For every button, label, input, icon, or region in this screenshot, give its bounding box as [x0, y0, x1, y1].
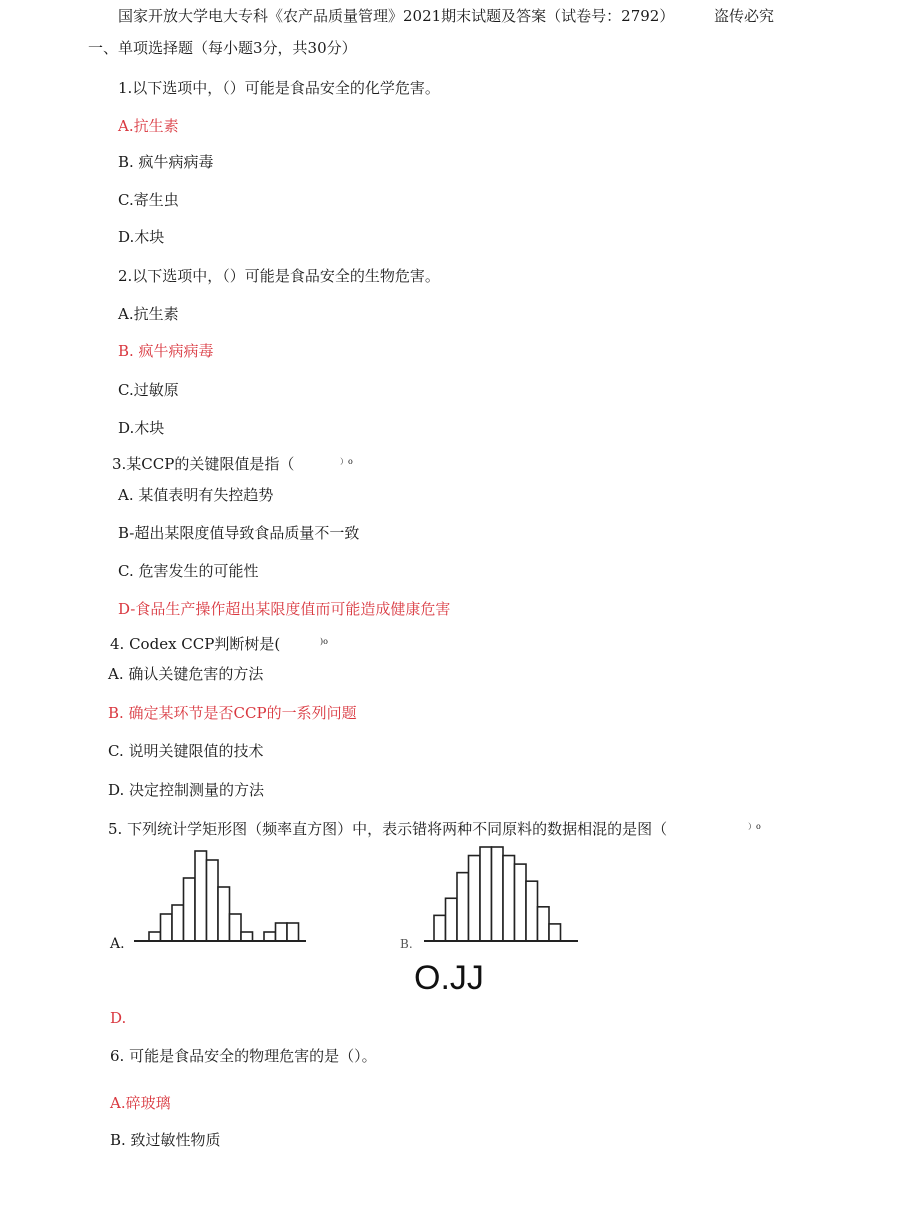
- hist-b-bar-4: [469, 856, 481, 941]
- hist-a-bar-5: [195, 851, 207, 941]
- section-title: 一、单项选择题（每小题3分，共30分）: [88, 39, 357, 57]
- hist-b-bar-10: [538, 907, 550, 941]
- hist-a-bar-2: [161, 914, 173, 941]
- hist-a-bar-13: [287, 923, 299, 941]
- hist-a-bar-8: [230, 914, 242, 941]
- hist-a-bar-7: [218, 887, 230, 941]
- question-3-option-d: D-食品生产操作超出某限度值而可能造成健康危害: [118, 600, 451, 618]
- question-4-option-b: B. 确定某环节是否CCP的一系列问题: [108, 704, 357, 722]
- question-4-mark: )o: [320, 637, 328, 646]
- question-1-option-b: B. 疯牛病病毒: [118, 153, 214, 171]
- hist-b-bar-9: [526, 881, 538, 941]
- hist-a-bar-1: [149, 932, 161, 941]
- question-6-stem: 6. 可能是食品安全的物理危害的是（）。: [110, 1047, 377, 1065]
- copyright-note: 盗传必究: [714, 7, 775, 25]
- question-2-option-b: B. 疯牛病病毒: [118, 342, 214, 360]
- histogram-c-label: O.JJ: [414, 959, 484, 997]
- hist-b-bar-8: [515, 864, 527, 941]
- question-1-stem: 1.以下选项中，（）可能是食品安全的化学危害。: [118, 79, 440, 97]
- hist-a-bar-3: [172, 905, 184, 941]
- question-5-stem: 5. 下列统计学矩形图（频率直方图）中，表示错将两种不同原料的数据相混的是图（: [108, 820, 668, 838]
- question-4-option-d: D. 决定控制测量的方法: [108, 781, 265, 799]
- question-6-option-a: A.碎玻璃: [110, 1094, 171, 1112]
- histogram-a: [134, 843, 309, 943]
- histogram-b-label: B.: [400, 937, 413, 951]
- hist-b-bar-7: [503, 856, 515, 941]
- histogram-b: [424, 843, 580, 943]
- hist-b-bar-11: [549, 924, 561, 941]
- question-2-option-c: C.过敏原: [118, 381, 179, 399]
- question-3-stem: 3.某CCP的关键限值是指（: [112, 455, 295, 473]
- hist-a-bar-6: [207, 860, 219, 941]
- hist-a-bar-9: [241, 932, 253, 941]
- hist-a-bar-4: [184, 878, 196, 941]
- histogram-a-label: A.: [110, 936, 125, 952]
- question-3-mark: ）o: [340, 457, 353, 466]
- question-3-option-a: A. 某值表明有失控趋势: [118, 486, 274, 504]
- hist-a-bar-11: [264, 932, 276, 941]
- hist-b-bar-3: [457, 873, 469, 941]
- hist-b-bar-1: [434, 915, 446, 941]
- question-3-option-c: C. 危害发生的可能性: [118, 562, 259, 580]
- question-3-option-b: B-超出某限度值导致食品质量不一致: [118, 524, 360, 542]
- hist-b-bar-5: [480, 847, 492, 941]
- hist-a-bar-12: [276, 923, 288, 941]
- question-4-stem: 4. Codex CCP判断树是(: [110, 635, 281, 653]
- question-5-mark: ）o: [748, 822, 761, 831]
- question-1-option-a: A.抗生素: [118, 117, 179, 135]
- question-4-option-a: A. 确认关键危害的方法: [108, 665, 264, 683]
- question-2-stem: 2.以下选项中，（）可能是食品安全的生物危害。: [118, 267, 440, 285]
- question-2-option-d: D.木块: [118, 419, 165, 437]
- hist-b-bar-2: [446, 898, 458, 941]
- question-5-option-d: D.: [110, 1009, 127, 1027]
- hist-b-bar-6: [492, 847, 504, 941]
- question-4-option-c: C. 说明关键限值的技术: [108, 742, 264, 760]
- question-1-option-d: D.木块: [118, 228, 165, 246]
- document-title: 国家开放大学电大专科《农产品质量管理》2021期末试题及答案（试卷号：2792）: [118, 7, 675, 25]
- question-2-option-a: A.抗生素: [118, 305, 179, 323]
- question-6-option-b: B. 致过敏性物质: [110, 1131, 221, 1149]
- question-1-option-c: C.寄生虫: [118, 191, 179, 209]
